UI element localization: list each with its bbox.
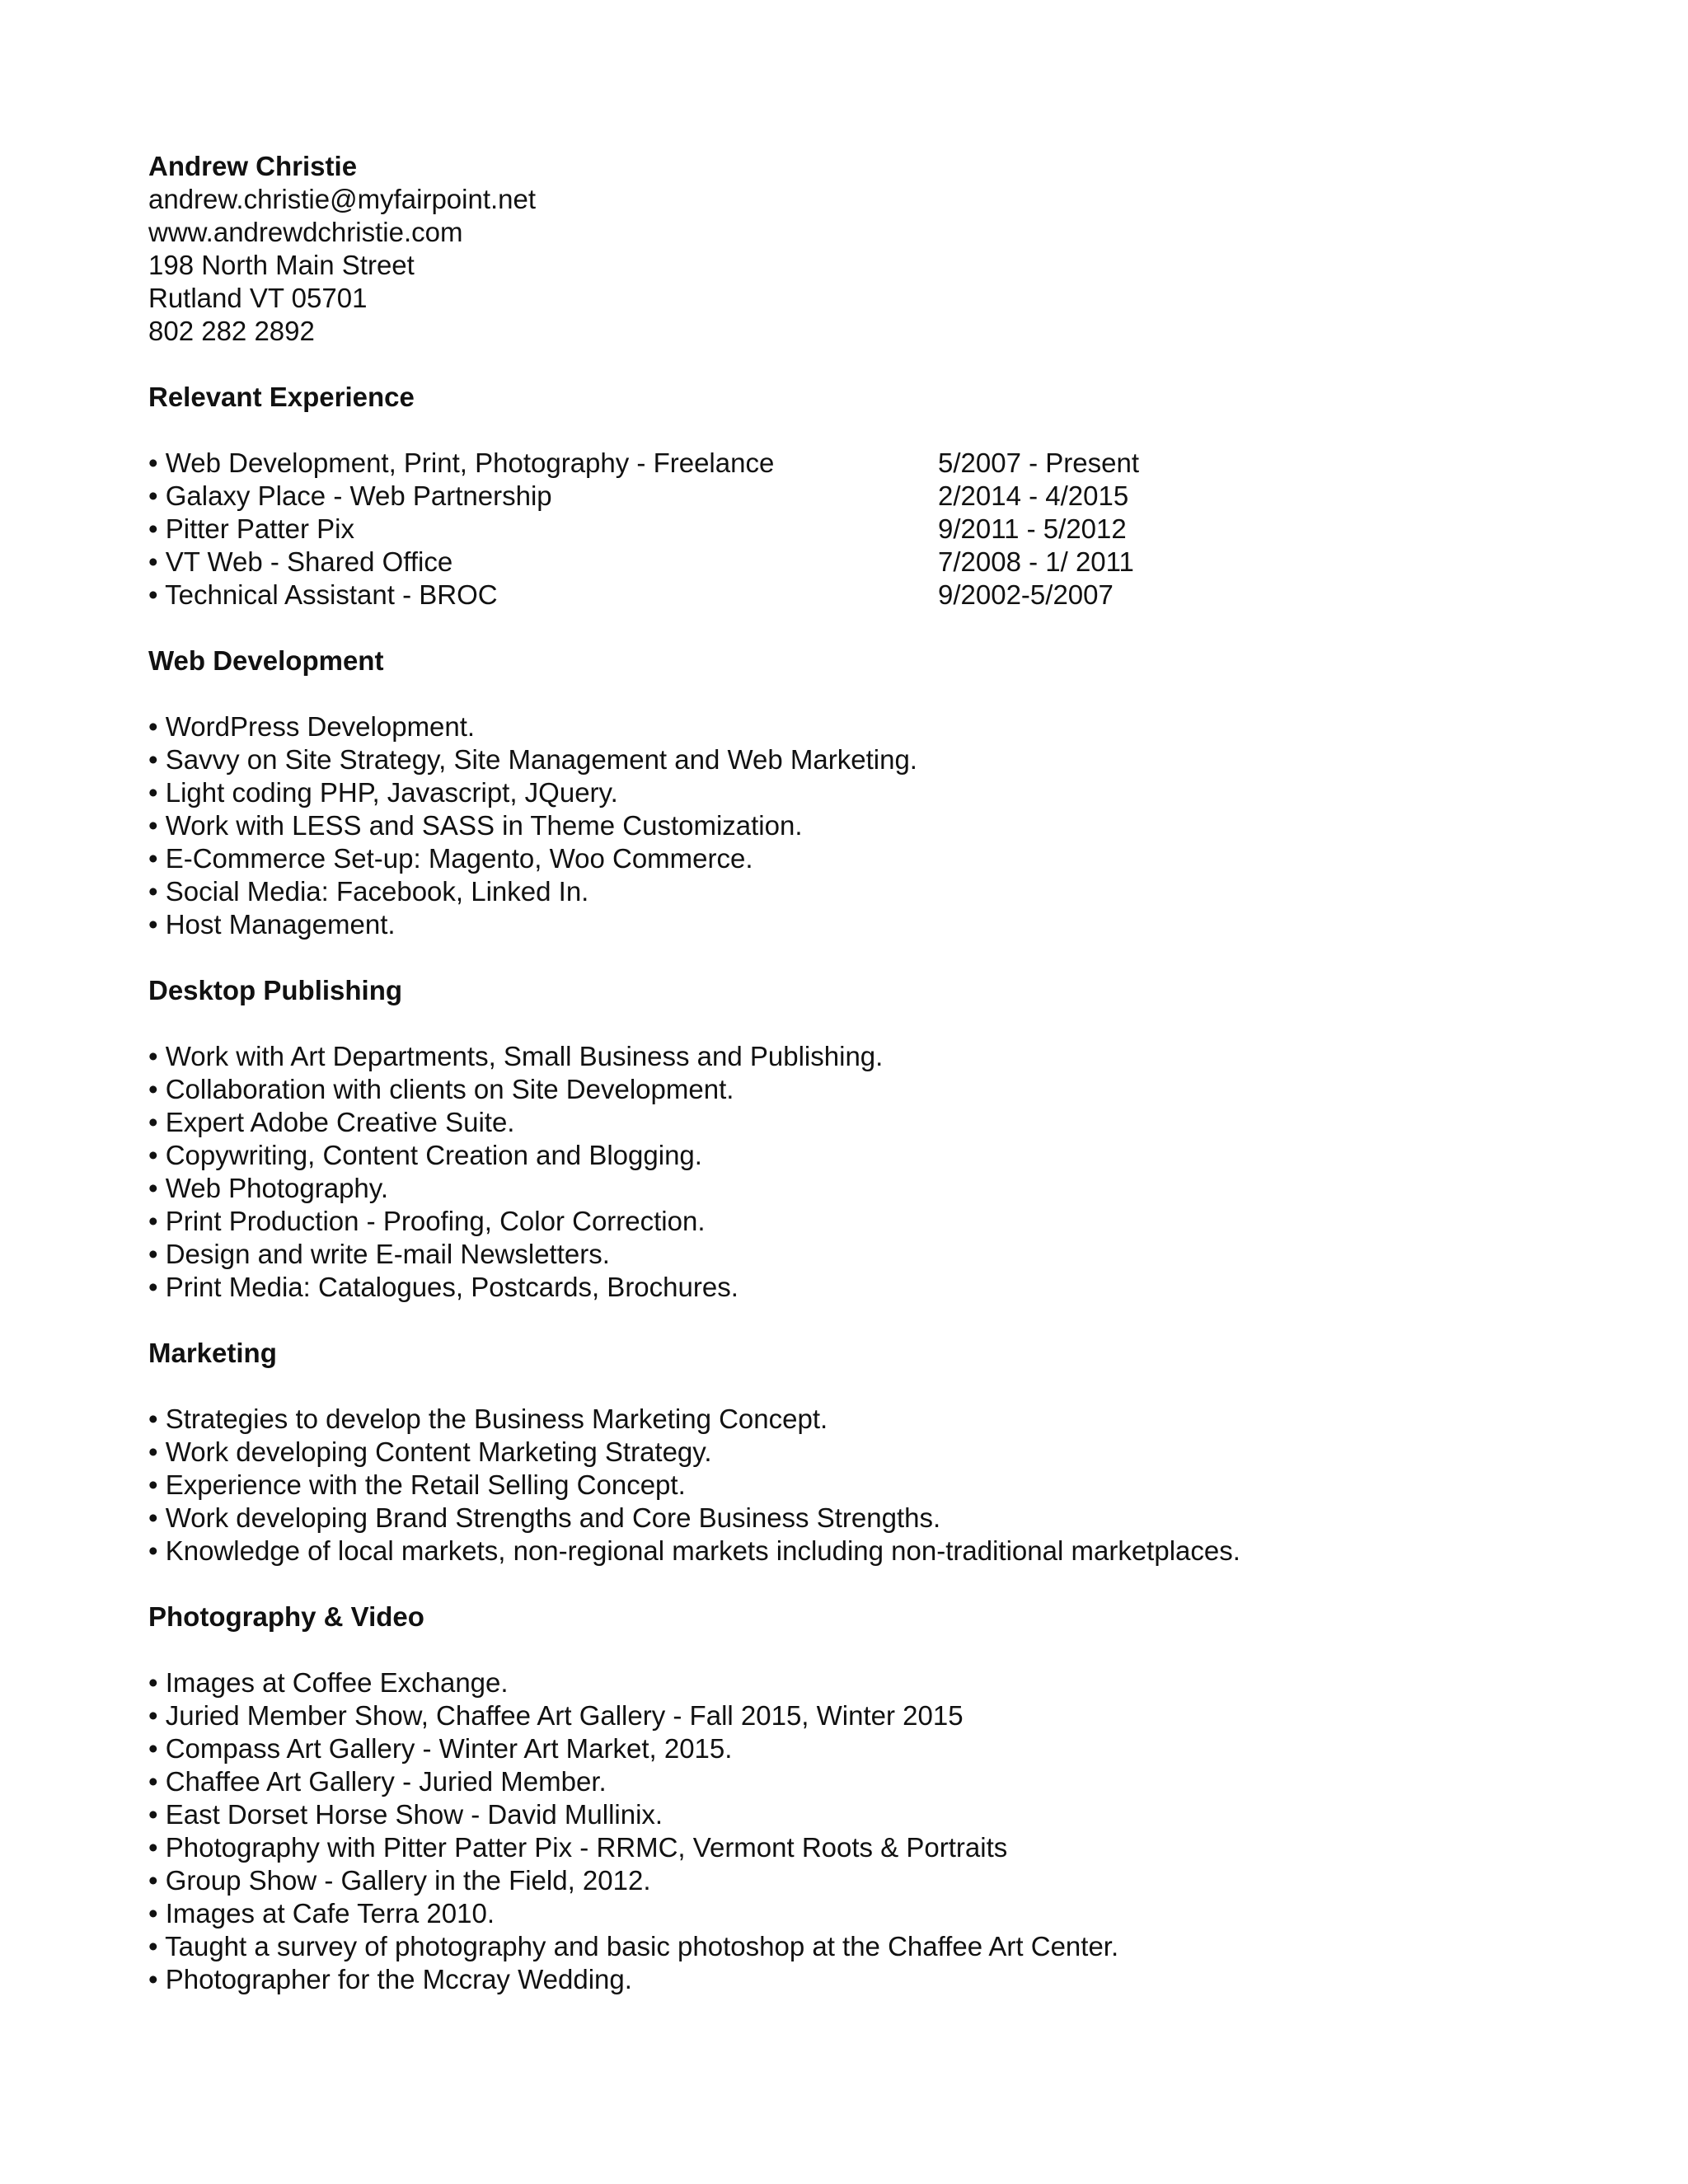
experience-item-dates: 2/2014 - 4/2015 — [938, 480, 1129, 511]
desktop-publishing-heading: Desktop Publishing — [148, 975, 403, 1005]
list-item: • Light coding PHP, Javascript, JQuery. — [148, 777, 618, 808]
list-item: • Strategies to develop the Business Marketing Concept. — [148, 1404, 828, 1434]
list-item: • Images at Coffee Exchange. — [148, 1667, 509, 1698]
list-item: • Taught a survey of photography and basic photoshop at the Chaffee Art Center. — [148, 1931, 1119, 1961]
contact-block — [148, 150, 1550, 348]
web-development-heading: Web Development — [148, 645, 384, 676]
marketing-list — [148, 1403, 1550, 1568]
list-item: • Collaboration with clients on Site Development. — [148, 1074, 734, 1104]
photography-section — [148, 1601, 1550, 1996]
web-development-section — [148, 644, 1550, 941]
desktop-publishing-section — [148, 974, 1550, 1304]
experience-item-dates: 5/2007 - Present — [938, 448, 1139, 478]
experience-item-label: • VT Web - Shared Office — [148, 546, 453, 577]
list-item: • Photographer for the Mccray Wedding. — [148, 1964, 632, 1994]
list-item: • Knowledge of local markets, non-regional markets including non-traditional marketplaces. — [148, 1535, 1240, 1566]
experience-item-dates: 7/2008 - 1/ 2011 — [938, 546, 1134, 577]
list-item: • Work developing Brand Strengths and Core Business Strengths. — [148, 1502, 941, 1533]
photography-list — [148, 1666, 1550, 1996]
list-item: • Work developing Content Marketing Strategy. — [148, 1436, 712, 1467]
list-item: • Chaffee Art Gallery - Juried Member. — [148, 1766, 607, 1797]
list-item: • Experience with the Retail Selling Concept. — [148, 1469, 686, 1500]
experience-item-label: • Galaxy Place - Web Partnership — [148, 480, 552, 511]
contact-phone: 802 282 2892 — [148, 316, 315, 346]
contact-street: 198 North Main Street — [148, 250, 415, 280]
list-item: • Compass Art Gallery - Winter Art Market, 2015. — [148, 1733, 733, 1764]
list-item: • Photography with Pitter Patter Pix - RRMC, Vermont Roots & Portraits — [148, 1832, 1008, 1863]
experience-item-dates: 9/2011 - 5/2012 — [938, 513, 1127, 544]
list-item: • Print Media: Catalogues, Postcards, Brochures. — [148, 1272, 738, 1302]
experience-item-label: • Pitter Patter Pix — [148, 513, 354, 544]
list-item: • Design and write E-mail Newsletters. — [148, 1239, 610, 1269]
contact-email[interactable]: andrew.christie@myfairpoint.net — [148, 184, 537, 214]
experience-section — [148, 381, 1550, 612]
list-item: • Group Show - Gallery in the Field, 2012. — [148, 1865, 651, 1896]
experience-item — [148, 447, 1550, 480]
experience-item — [148, 513, 1550, 546]
experience-list — [148, 447, 1550, 612]
experience-item — [148, 579, 1550, 612]
marketing-heading: Marketing — [148, 1338, 277, 1368]
list-item: • Work with LESS and SASS in Theme Customization. — [148, 810, 803, 841]
list-item: • Web Photography. — [148, 1173, 389, 1203]
experience-item — [148, 480, 1550, 513]
list-item: • Print Production - Proofing, Color Correction. — [148, 1206, 706, 1236]
list-item: • Expert Adobe Creative Suite. — [148, 1107, 515, 1137]
list-item: • Host Management. — [148, 909, 396, 940]
list-item: • E-Commerce Set-up: Magento, Woo Commerce. — [148, 843, 753, 874]
experience-item — [148, 546, 1550, 579]
list-item: • East Dorset Horse Show - David Mullinix. — [148, 1799, 663, 1830]
experience-heading: Relevant Experience — [148, 382, 415, 412]
experience-item-label: • Technical Assistant - BROC — [148, 579, 498, 610]
list-item: • Juried Member Show, Chaffee Art Gallery - Fall 2015, Winter 2015 — [148, 1700, 964, 1731]
experience-item-label: • Web Development, Print, Photography - Freelance — [148, 448, 775, 478]
list-item: • Images at Cafe Terra 2010. — [148, 1898, 495, 1929]
contact-city: Rutland VT 05701 — [148, 283, 368, 313]
list-item: • WordPress Development. — [148, 711, 476, 742]
web-development-list — [148, 710, 1550, 941]
contact-name: Andrew Christie — [148, 151, 358, 181]
experience-item-dates: 9/2002-5/2007 — [938, 579, 1114, 610]
marketing-section — [148, 1337, 1550, 1568]
list-item: • Savvy on Site Strategy, Site Management and Web Marketing. — [148, 744, 917, 775]
contact-website[interactable]: www.andrewdchristie.com — [148, 217, 463, 247]
list-item: • Social Media: Facebook, Linked In. — [148, 876, 589, 907]
list-item: • Copywriting, Content Creation and Blogging. — [148, 1140, 702, 1170]
desktop-publishing-list — [148, 1040, 1550, 1304]
photography-heading: Photography & Video — [148, 1601, 424, 1632]
resume-content — [148, 150, 1550, 1996]
list-item: • Work with Art Departments, Small Business and Publishing. — [148, 1041, 884, 1071]
